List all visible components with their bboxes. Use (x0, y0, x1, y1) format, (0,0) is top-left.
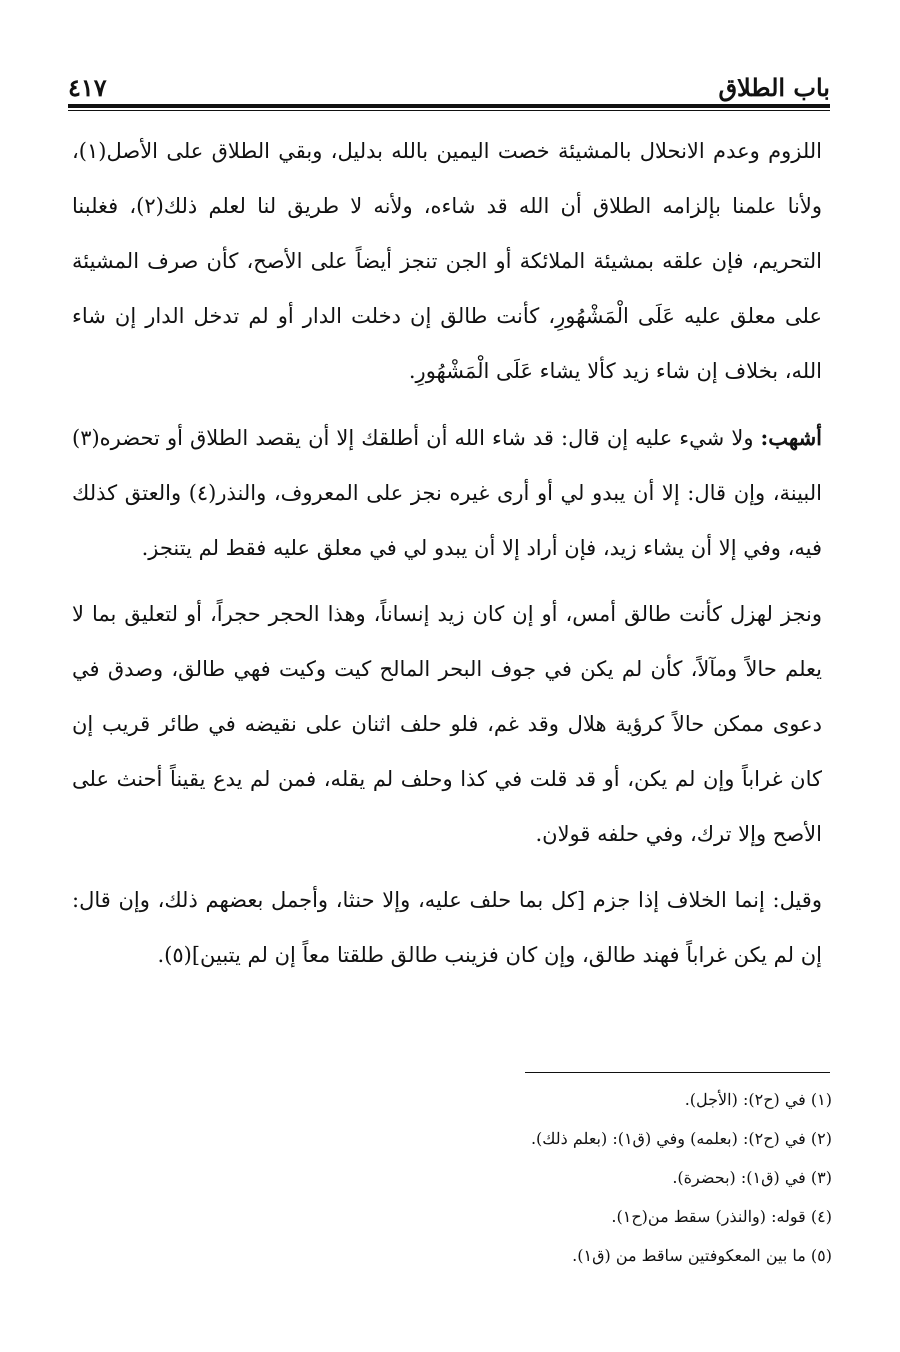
footnote: (٥) ما بين المعكوفتين ساقط من (ق١). (572, 1246, 832, 1265)
paragraph (72, 873, 822, 983)
paragraph (72, 587, 822, 862)
footnotes (300, 1080, 832, 1275)
paragraph-text: اللزوم وعدم الانحلال بالمشيئة خصت اليمين بالله بدليل، وبقي الطلاق على الأصل(١)، ولأنا علمنا بإلزامه الطلاق أن الله قد شاءه، ولأنه لا طريق لنا لعلم ذلك(٢)، فغلبنا التحريم، فإن علقه بمشيئة الملائكة أو الجن تنجز أيضاً على الأصح، كأن صرف المشيئة على معلق عليه عَلَى الْمَشْهُورِ، كأنت طالق إن دخلت الدار أو لم تدخل الدار إن شاء الله، بخلاف إن شاء زيد كألا يشاء عَلَى الْمَشْهُورِ. (72, 139, 822, 383)
paragraph-lead: أشهب: (760, 425, 822, 450)
paragraph-text: ولا شيء عليه إن قال: قد شاء الله أن أطلقك إلا أن يقصد الطلاق أو تحضره(٣) البينة، وإن قال: إلا أن يبدو لي أو أرى غيره نجز على المعروف، والنذر(٤) والعتق كذلك فيه، وفي إلا أن يشاء زيد، فإن أراد إلا أن يبدو لي في معلق عليه فقط لم يتنجز. (72, 426, 822, 560)
footnote-separator (525, 1072, 830, 1073)
footnote: (٤) قوله: (والنذر) سقط من(ح١). (611, 1207, 832, 1226)
running-header (68, 56, 830, 102)
paragraph (72, 124, 822, 399)
header-rule-thick (68, 104, 830, 108)
paragraph-text: وقيل: إنما الخلاف إذا جزم [كل بما حلف عليه، وإلا حنثا، وأجمل بعضهم ذلك، وإن قال: إن لم يكن غراباً فهند طالق، وإن كان فزينب طالق طلقتا معاً إن لم يتبين](٥). (72, 888, 822, 967)
footnote: (٢) في (ح٢): (بعلمه) وفي (ق١): (بعلم ذلك). (530, 1129, 832, 1148)
chapter-title: باب الطلاق (718, 73, 830, 102)
paragraph-text: ونجز لهزل كأنت طالق أمس، أو إن كان زيد إنساناً، وهذا الحجر حجراً، أو لتعليق بما لا يعلم حالاً ومآلاً، كأن لم يكن في جوف البحر المالح كيت وكيت فهي طالق، وصدق في دعوى ممكن حالاً كرؤية هلال وقد غم، فلو حلف اثنان على نقيضه في طائر قريب إن كان غراباً وإن لم يكن، أو قد قلت في كذا وحلف لم يقله، فمن لم يدع يقيناً أحنث على الأصح وإلا ترك، وفي حلفه قولان. (72, 602, 822, 846)
main-text (72, 124, 822, 994)
footnote: (٣) في (ق١): (بحضرة). (672, 1168, 832, 1187)
header-rule-thin (68, 110, 830, 111)
paragraph (72, 410, 822, 576)
page-number: ٤١٧ (68, 73, 107, 102)
footnote: (١) في (ح٢): (الأجل). (684, 1090, 832, 1109)
